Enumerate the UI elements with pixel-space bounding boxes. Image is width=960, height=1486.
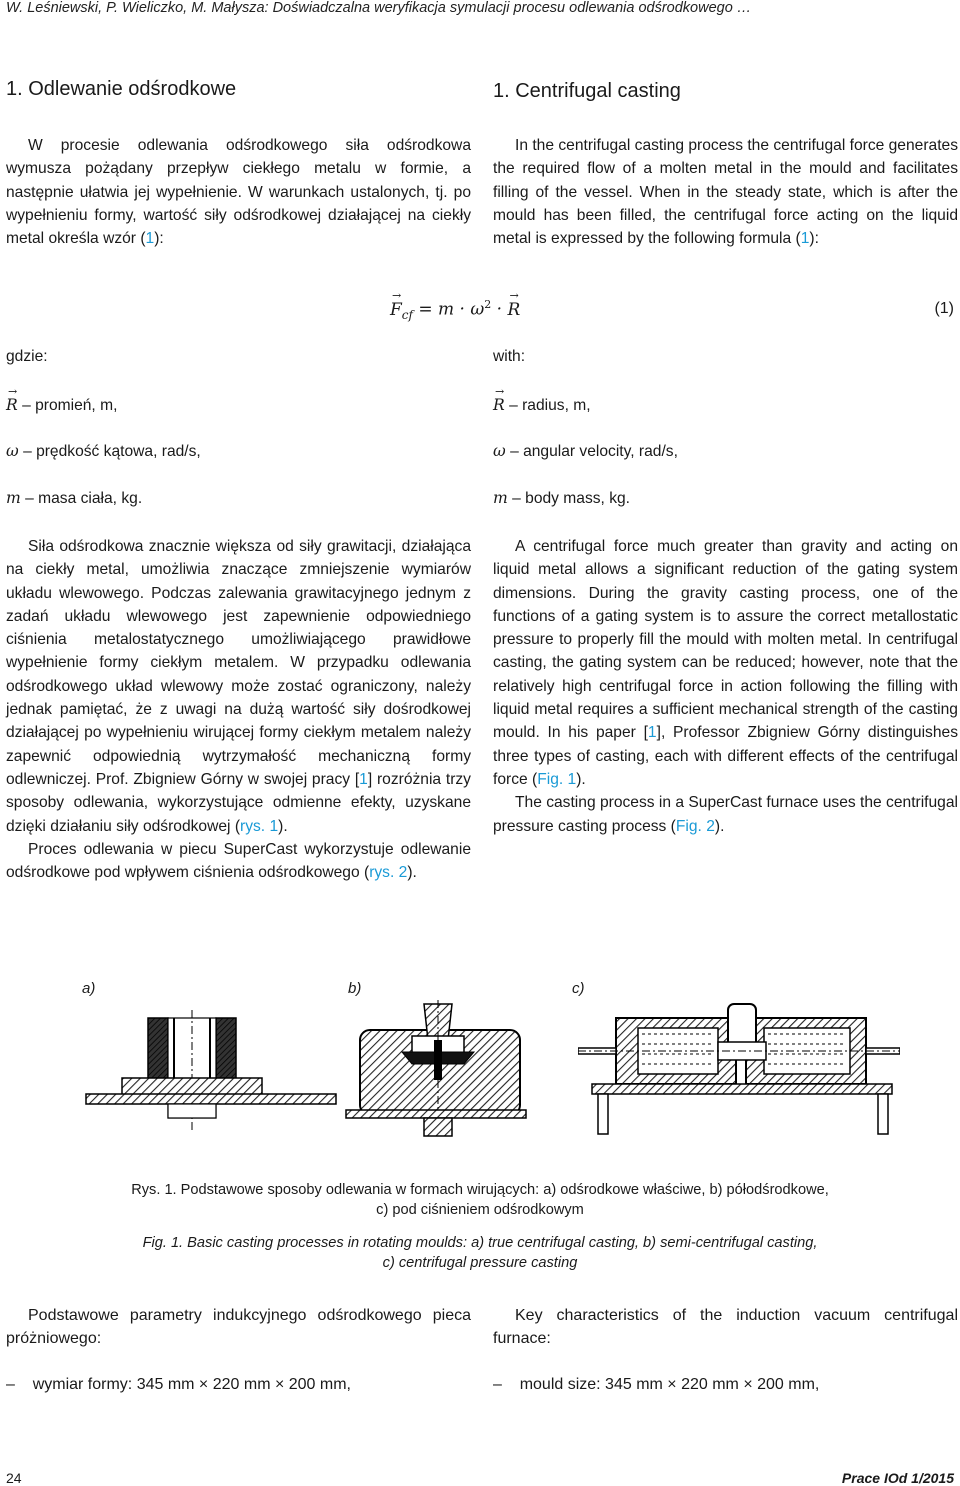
figure-b-semi-centrifugal-drawing — [342, 1000, 532, 1140]
pl-body1-end: ). — [278, 817, 288, 835]
en-body2-text: The casting process in a SuperCast furnace uses the centrifugal pressure casting process ( — [493, 794, 958, 835]
pl-def-omega-text: – prędkość kątowa, rad/s, — [23, 443, 201, 460]
en-def-radius-text: – radius, m, — [509, 397, 591, 414]
pl-body2-end: ). — [407, 864, 417, 882]
en-heading: 1. Centrifugal casting — [493, 80, 681, 102]
pl-body — [6, 535, 471, 884]
pl-body1-mid: ] rozróżnia trzy sposoby odlewania, wykorzystujące odmienne efekty, uzyskane dzięki działaniu siły odśrodkowej ( — [6, 770, 471, 835]
formula-exponent: 2 — [484, 298, 492, 311]
mass-symbol: m — [6, 489, 21, 507]
en-body — [493, 535, 958, 838]
pl-body-paragraph-1 — [6, 535, 471, 838]
omega-symbol: ω — [6, 442, 19, 460]
en-body-paragraph-1 — [493, 535, 958, 791]
pl-body1-ref-link[interactable]: 1 — [359, 770, 368, 788]
en-where-label: with: — [493, 348, 526, 365]
pl-params-section — [6, 1304, 471, 1351]
pl-def-mass-text: – masa ciała, kg. — [25, 490, 143, 507]
pl-section-intro — [6, 78, 471, 250]
omega-symbol: ω — [493, 442, 506, 460]
en-param-mould-size-text: mould size: 345 mm × 220 mm × 200 mm, — [519, 1376, 820, 1393]
pl-intro-end: ): — [154, 230, 164, 248]
figure-caption-pl-line1: Rys. 1. Podstawowe sposoby odlewania w formach wirujących: a) odśrodkowe właściwe, b) półodśrodkowe, — [131, 1182, 829, 1198]
figure-caption-en-line1: Fig. 1. Basic casting processes in rotating moulds: a) true centrifugal casting, b) semi-centrifugal casting, — [142, 1235, 818, 1251]
en-ref-link[interactable]: 1 — [800, 230, 810, 248]
pl-fig2-link[interactable]: rys. 2 — [369, 864, 408, 882]
pl-body2-text: Proces odlewania w piecu SuperCast wykorzystuje odlewanie odśrodkowe pod wpływem ciśnienia odśrodkowego ( — [6, 840, 471, 882]
pl-intro-text: W procesie odlewania odśrodkowego siła odśrodkowa wymusza pożądany przepływ ciekłego metalu w formie, a następnie ułatwia jej wypełnienie. W warunkach ustalonych, tj. po wypełnieniu formy, wartość siły odśrodkowej działającej na ciekły metal określa wzór ( — [6, 137, 471, 248]
pl-intro-paragraph — [6, 134, 471, 250]
pl-def-radius — [6, 396, 117, 415]
en-intro-text: In the centrifugal casting process the centrifugal force generates the required flow of a molten metal in the mould and facilitates filling of the vessel. When in the steady state, which is after the mould has been filled, the centrifugal force acting on the liquid metal is expressed by the following formula ( — [493, 137, 958, 248]
en-section-intro — [493, 80, 958, 250]
pl-heading: 1. Odlewanie odśrodkowe — [6, 78, 237, 100]
figure-label-c: c) — [572, 980, 585, 997]
equation-number: (1) — [934, 300, 954, 317]
en-body1-mid: ], Professor Zbigniew Górny distinguishes three types of casting, each with different effects of the centrifugal force ( — [493, 724, 958, 788]
running-header: W. Leśniewski, P. Wieliczko, M. Małysza: Doświadczalna weryfikacja symulacji procesu odlewania odśrodkowego … — [6, 0, 752, 16]
journal-name: Prace IOd 1/2015 — [841, 1470, 954, 1486]
en-body-paragraph-2 — [493, 791, 958, 838]
en-intro-end: ): — [809, 230, 819, 248]
list-dash: – — [6, 1376, 15, 1393]
en-body2-end: ). — [714, 817, 725, 835]
figure-c-centrifugal-pressure-drawing — [578, 1000, 900, 1140]
en-params-heading: Key characteristics of the induction vacuum centrifugal furnace: — [493, 1307, 958, 1348]
en-body1-end: ). — [576, 770, 586, 788]
figure-a-true-centrifugal-drawing — [82, 1000, 342, 1140]
pl-ref-link[interactable]: 1 — [145, 230, 155, 248]
mass-symbol: m — [493, 489, 508, 507]
pl-body-paragraph-2 — [6, 838, 471, 885]
en-body1-ref-link[interactable]: 1 — [647, 724, 657, 742]
figure-caption-pl — [40, 1180, 920, 1220]
en-def-radius — [493, 396, 591, 415]
radius-symbol: → R — [493, 396, 505, 414]
en-def-omega-text: – angular velocity, rad/s, — [510, 443, 678, 460]
list-dash: – — [493, 1376, 502, 1393]
pl-params-heading: Podstawowe parametry indukcyjnego odśrodkowego pieca próżniowego: — [6, 1307, 471, 1348]
formula-subscript: cf — [401, 308, 413, 323]
en-intro-paragraph — [493, 134, 958, 250]
formula-radius-vector: → R — [507, 300, 520, 320]
en-def-mass-text: – body mass, kg. — [512, 490, 631, 507]
radius-symbol: → R — [6, 396, 18, 414]
pl-fig1-link[interactable]: rys. 1 — [240, 817, 279, 835]
figure-caption-en-line2: c) centrifugal pressure casting — [382, 1255, 578, 1271]
figure-label-a: a) — [82, 980, 96, 997]
figure-caption-en — [40, 1233, 920, 1273]
formula-force-vector: → F — [390, 300, 402, 320]
centrifugal-force-formula — [390, 298, 520, 322]
pl-def-radius-text: – promień, m, — [22, 397, 118, 414]
pl-body1-text: Siła odśrodkowa znacznie większa od siły grawitacji, działająca na ciekły metal, umożliwia znaczące zmniejszenie wymiarów układu wlewowego. Podczas zalewania grawitacyjnego jednym z zadań układu wlewowego jest zapewnienie odpowiedniego ciśnienia metalostatycznego umożliwiającego prawidłowe wypełnienie formy ciekłym metalem. W przypadku odlewania odśrodkowego układ wlewowy może zostać ograniczony, należy jednak pamiętać, że z uwagi na dużą wartość siły dośrodkowej działającej po wypełnieniu wirującej formy ciekłym metalem należy zapewnić odpowiednią wytrzymałość mechaniczną formy odlewniczej. Prof. Zbigniew Górny w swojej pracy [ — [6, 538, 471, 788]
en-fig1-link[interactable]: Fig. 1 — [537, 770, 577, 788]
formula-mass-omega: = m · ω — [418, 299, 485, 320]
formula-dot: · — [496, 299, 503, 320]
en-body1-text: A centrifugal force much greater than gravity and acting on liquid metal allows a significant reduction of the gating system dimensions. During the gravity casting process, one of the functions of a gating system is to assure the correct metallostatic pressure to properly fill the mould with molten metal. In centrifugal casting, the gating system can be reduced; however, note that the relatively high centrifugal force in action following the filling with liquid metal requires a sufficient mechanical strength of the casting mould. In his paper [ — [493, 538, 958, 742]
en-def-omega — [493, 442, 678, 461]
page-number: 24 — [6, 1470, 22, 1486]
pl-where-label: gdzie: — [6, 348, 48, 365]
pl-def-mass — [6, 489, 142, 508]
pl-def-omega — [6, 442, 201, 461]
figure-caption-pl-line2: c) pod ciśnieniem odśrodkowym — [376, 1202, 584, 1218]
en-params-section — [493, 1304, 958, 1351]
en-fig2-link[interactable]: Fig. 2 — [675, 817, 715, 835]
pl-param-mould-size-text: wymiar formy: 345 mm × 220 mm × 200 mm, — [32, 1376, 351, 1393]
pl-param-mould-size — [6, 1376, 351, 1394]
en-param-mould-size — [493, 1376, 819, 1394]
figure-label-b: b) — [348, 980, 362, 997]
en-def-mass — [493, 489, 630, 508]
